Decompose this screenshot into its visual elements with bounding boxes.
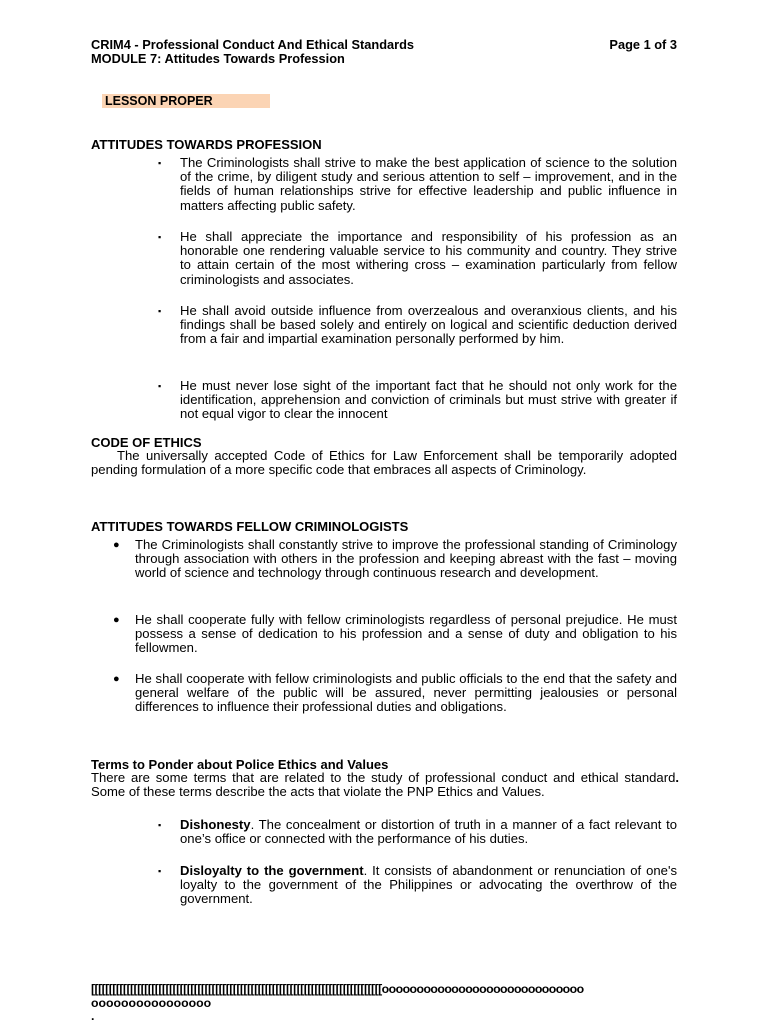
square-bullet-icon: ▪ [158,866,162,876]
list-item: The Criminologists shall strive to make the best application of science to the solution of the crime, by diligent study and serious attention to self – improvement, and in the fields of human relationships strive for effective leadership and public influence in matters affecting public safety. [180,155,677,213]
square-bullet-icon: ▪ [158,306,162,316]
round-bullet-icon: ● [113,539,120,551]
term-disloyalty [180,864,677,907]
list-item: He shall avoid outside influence from overzealous and overanxious clients, and his findings shall be based solely and entirely on logical and scientific deduction derived from a fair and impartial examination personally performed by him. [180,303,677,347]
list-item: The Criminologists shall constantly strive to improve the professional standing of Criminology through association with others in the profession and keeping abreast with the fast – moving world of science and technology through continuous research and development. [135,537,677,581]
terms-intro-part2: Some of these terms describe the acts that violate the PNP Ethics and Values. [91,784,545,800]
list-item: He shall cooperate fully with fellow criminologists regardless of personal prejudice. He must possess a sense of dedication to his profession and a sense of duty and obligation to his fellowmen. [135,612,677,656]
list-item: He must never lose sight of the important fact that he should not only work for the identification, apprehension and conviction of criminals but must strive with greater if not equal vigor to clear the innocent [180,378,677,422]
footer-stray-dot: . [91,1009,95,1023]
term-definition: . It consists of abandonment or renunciation of one's loyalty to the government of the Philippines or advocating the overthrow of the government. [180,863,677,907]
term-definition: . The concealment or distortion of truth in a manner of a fact relevant to one’s office or connected with the performance of his duties. [180,817,677,847]
term-name: Disloyalty to the government [180,863,364,878]
square-bullet-icon: ▪ [158,820,162,830]
section-heading-attitudes-profession: ATTITUDES TOWARDS PROFESSION [91,137,322,152]
term-dishonesty [180,818,677,846]
module-title: MODULE 7: Attitudes Towards Profession [91,51,345,66]
footer-stray-characters-line2: oooooooooooooooo [91,996,212,1010]
list-item: He shall cooperate with fellow criminologists and public officials to the end that the safety and general welfare of the public will be assured, never permitting jealousies or personal differences to influence their professional duties and obligations. [135,671,677,715]
round-bullet-icon: ● [113,614,120,626]
terms-intro-dot: . [675,770,679,785]
section-heading-fellow-criminologists: ATTITUDES TOWARDS FELLOW CRIMINOLOGISTS [91,519,409,534]
section-heading-code-of-ethics: CODE OF ETHICS [91,435,202,450]
square-bullet-icon: ▪ [158,158,162,168]
section-heading-terms-to-ponder: Terms to Ponder about Police Ethics and Values [91,757,389,772]
footer-stray-characters: [[[[[[[[[[[[[[[[[[[[[[[[[[[[[[[[[[[[[[[[[[[[[[[[[[[[[[[[[[[[[[[[[[[[[[[[[[[[[[[[[[ooooooooooooooooooooooooooooo [91,982,584,996]
round-bullet-icon: ● [113,673,120,685]
terms-intro-paragraph [91,771,679,799]
square-bullet-icon: ▪ [158,381,162,391]
lesson-proper-text: LESSON PROPER [105,94,213,108]
lesson-proper-label [102,94,270,108]
terms-intro-part1: There are some terms that are related to the study of professional conduct and ethical standard [91,770,676,785]
code-of-ethics-paragraph: The universally accepted Code of Ethics for Law Enforcement shall be temporarily adopted pending formulation of a more specific code that embraces all aspects of Criminology. [91,448,677,478]
page-number: Page 1 of 3 [609,37,677,52]
course-title: CRIM4 - Professional Conduct And Ethical Standards [91,37,415,52]
term-name: Dishonesty [180,817,251,832]
list-item: He shall appreciate the importance and responsibility of his profession as an honorable one rendering valuable service to his community and country. They strive to attain certain of the most withering cross – examination particularly from fellow criminologists and associates. [180,229,677,287]
square-bullet-icon: ▪ [158,232,162,242]
